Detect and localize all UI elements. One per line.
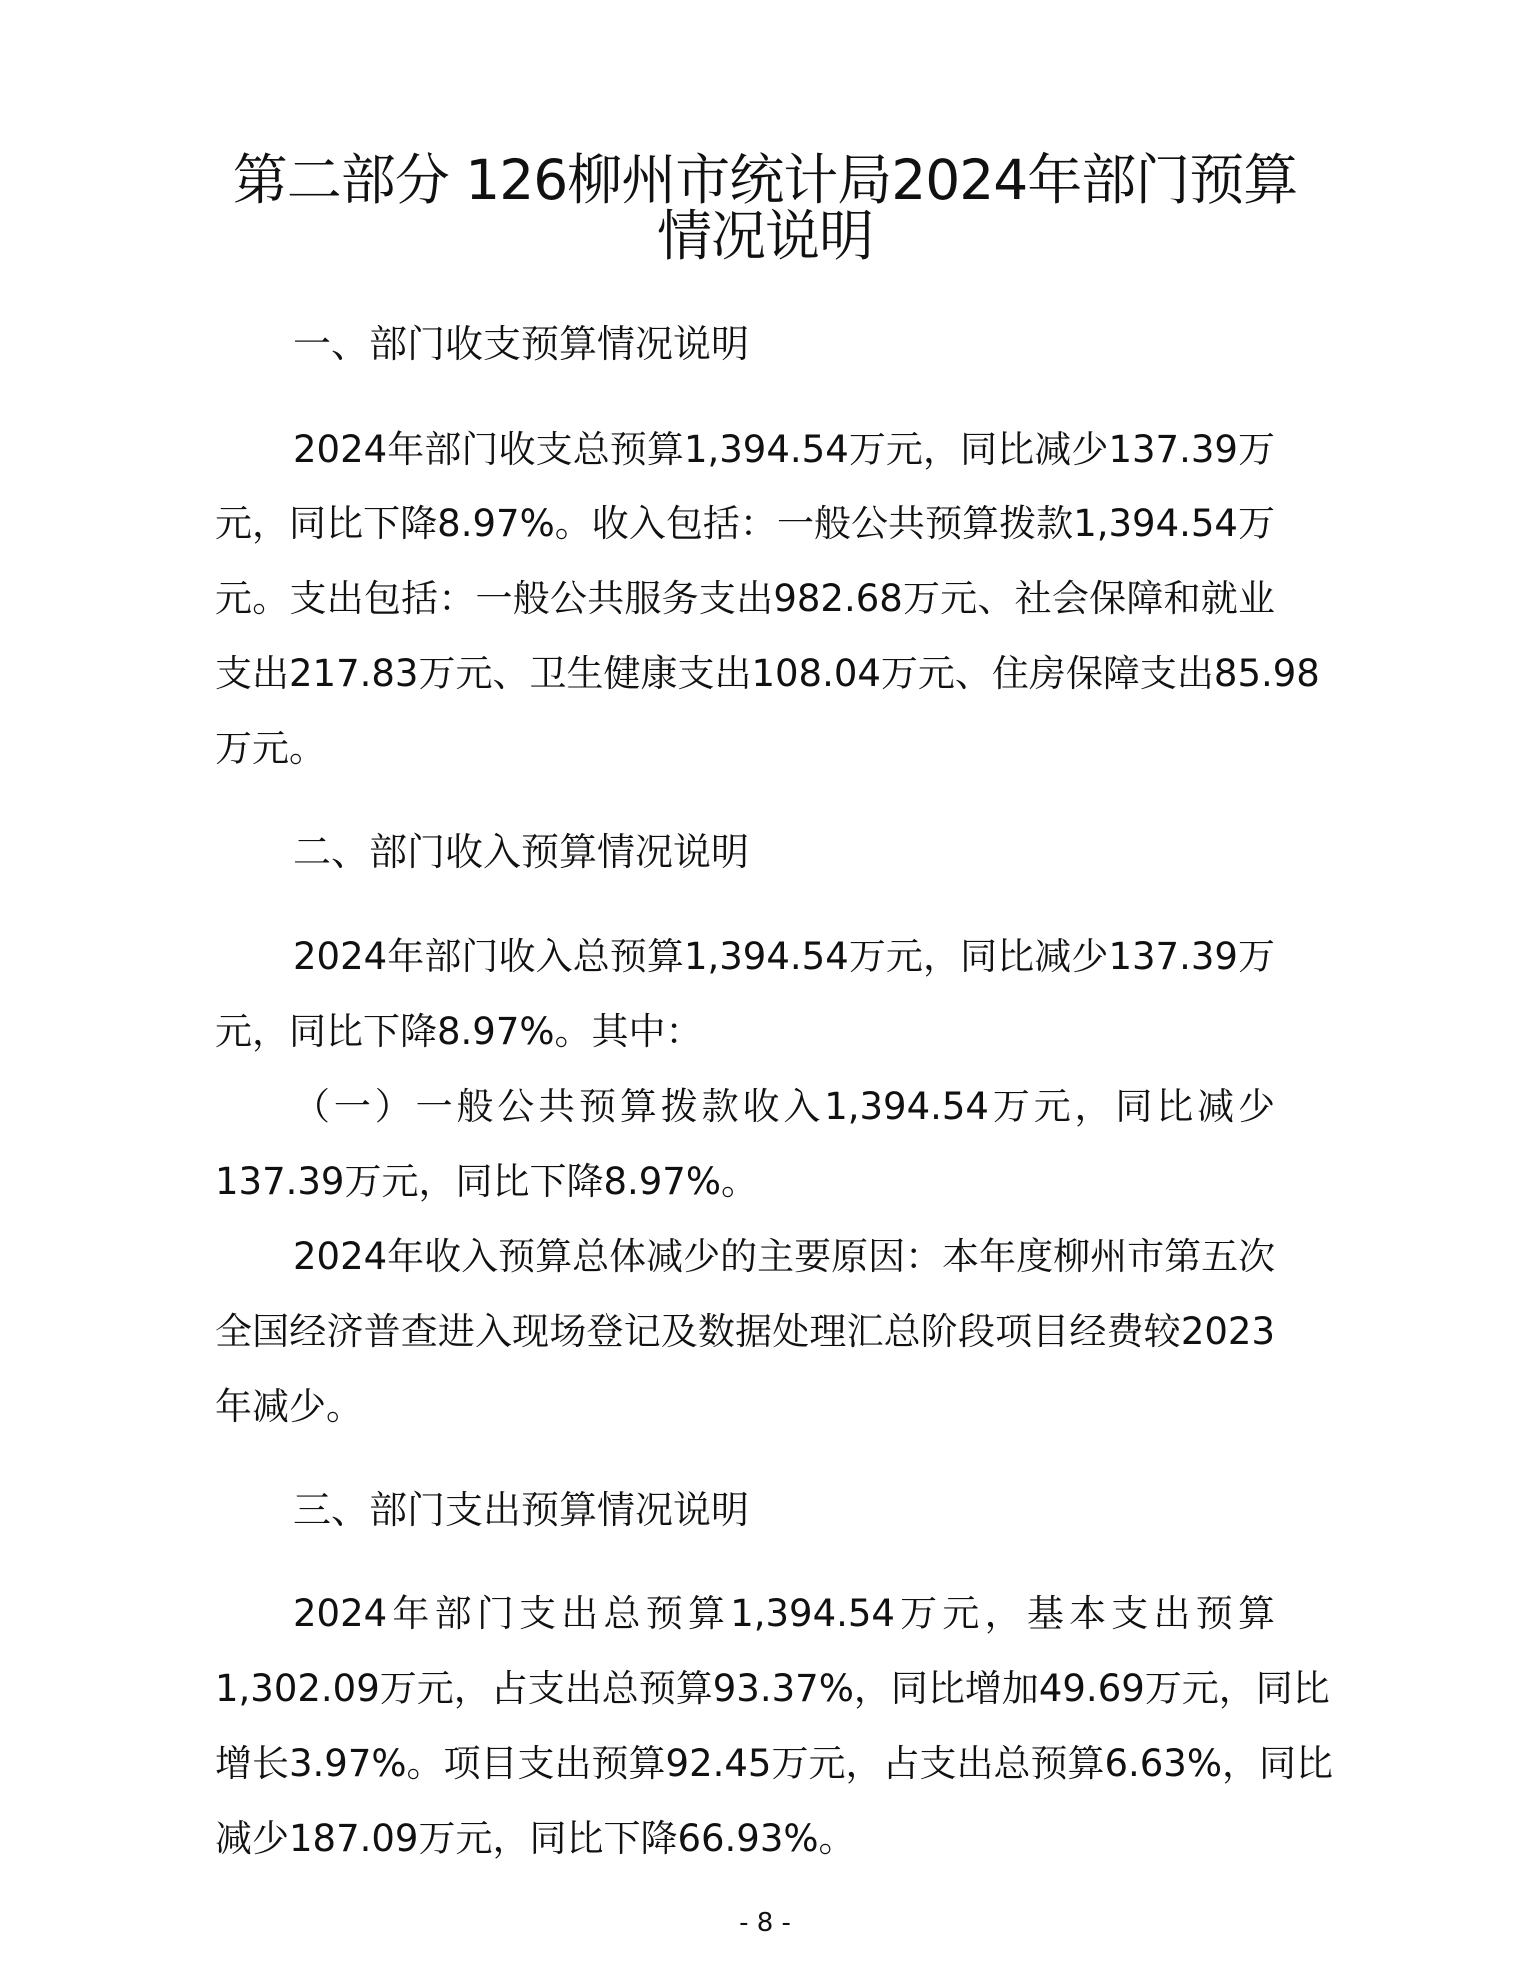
section-heading-expenditure: 三、部门支出预算情况说明 [293, 1488, 750, 1532]
section-heading-income: 二、部门收入预算情况说明 [293, 830, 750, 874]
paragraph-line: 万元。 [215, 727, 326, 770]
paragraph-line: 全国经济普查进入现场登记及数据处理汇总阶段项目经费较2023 [215, 1310, 1275, 1353]
paragraph-line: 元，同比下降8.97%。收入包括：一般公共预算拨款1,394.54万 [215, 502, 1275, 545]
paragraph-line: 2024年收入预算总体减少的主要原因：本年度柳州市第五次 [293, 1235, 1276, 1278]
page-title: 第二部分 126柳州市统计局2024年部门预算 [232, 148, 1298, 212]
paragraph-line: 1,302.09万元，占支出总预算93.37%，同比增加49.69万元，同比 [215, 1667, 1330, 1710]
paragraph-line: 元，同比下降8.97%。其中： [215, 1010, 703, 1053]
page-number: - 8 - [739, 1908, 791, 1938]
paragraph-line: 元。支出包括：一般公共服务支出982.68万元、社会保障和就业 [215, 577, 1275, 620]
paragraph-line: 137.39万元，同比下降8.97%。 [215, 1160, 759, 1203]
page-title-continued: 情况说明 [656, 204, 873, 268]
paragraph-line: 2024年部门收支总预算1,394.54万元，同比减少137.39万 [293, 428, 1275, 471]
paragraph-line: 年减少。 [215, 1385, 363, 1428]
paragraph-line: 增长3.97%。项目支出预算92.45万元，占支出总预算6.63%，同比 [215, 1742, 1334, 1785]
paragraph-line: （一）一般公共预算拨款收入1,394.54万元，同比减少 [293, 1085, 1275, 1128]
paragraph-line: 减少187.09万元，同比下降66.93%。 [215, 1817, 856, 1860]
paragraph-line: 2024年部门支出总预算1,394.54万元，基本支出预算 [293, 1592, 1275, 1635]
paragraph-line: 2024年部门收入总预算1,394.54万元，同比减少137.39万 [293, 935, 1275, 978]
section-heading-income-expenditure: 一、部门收支预算情况说明 [293, 322, 750, 366]
paragraph-line: 支出217.83万元、卫生健康支出108.04万元、住房保障支出85.98 [215, 652, 1320, 695]
